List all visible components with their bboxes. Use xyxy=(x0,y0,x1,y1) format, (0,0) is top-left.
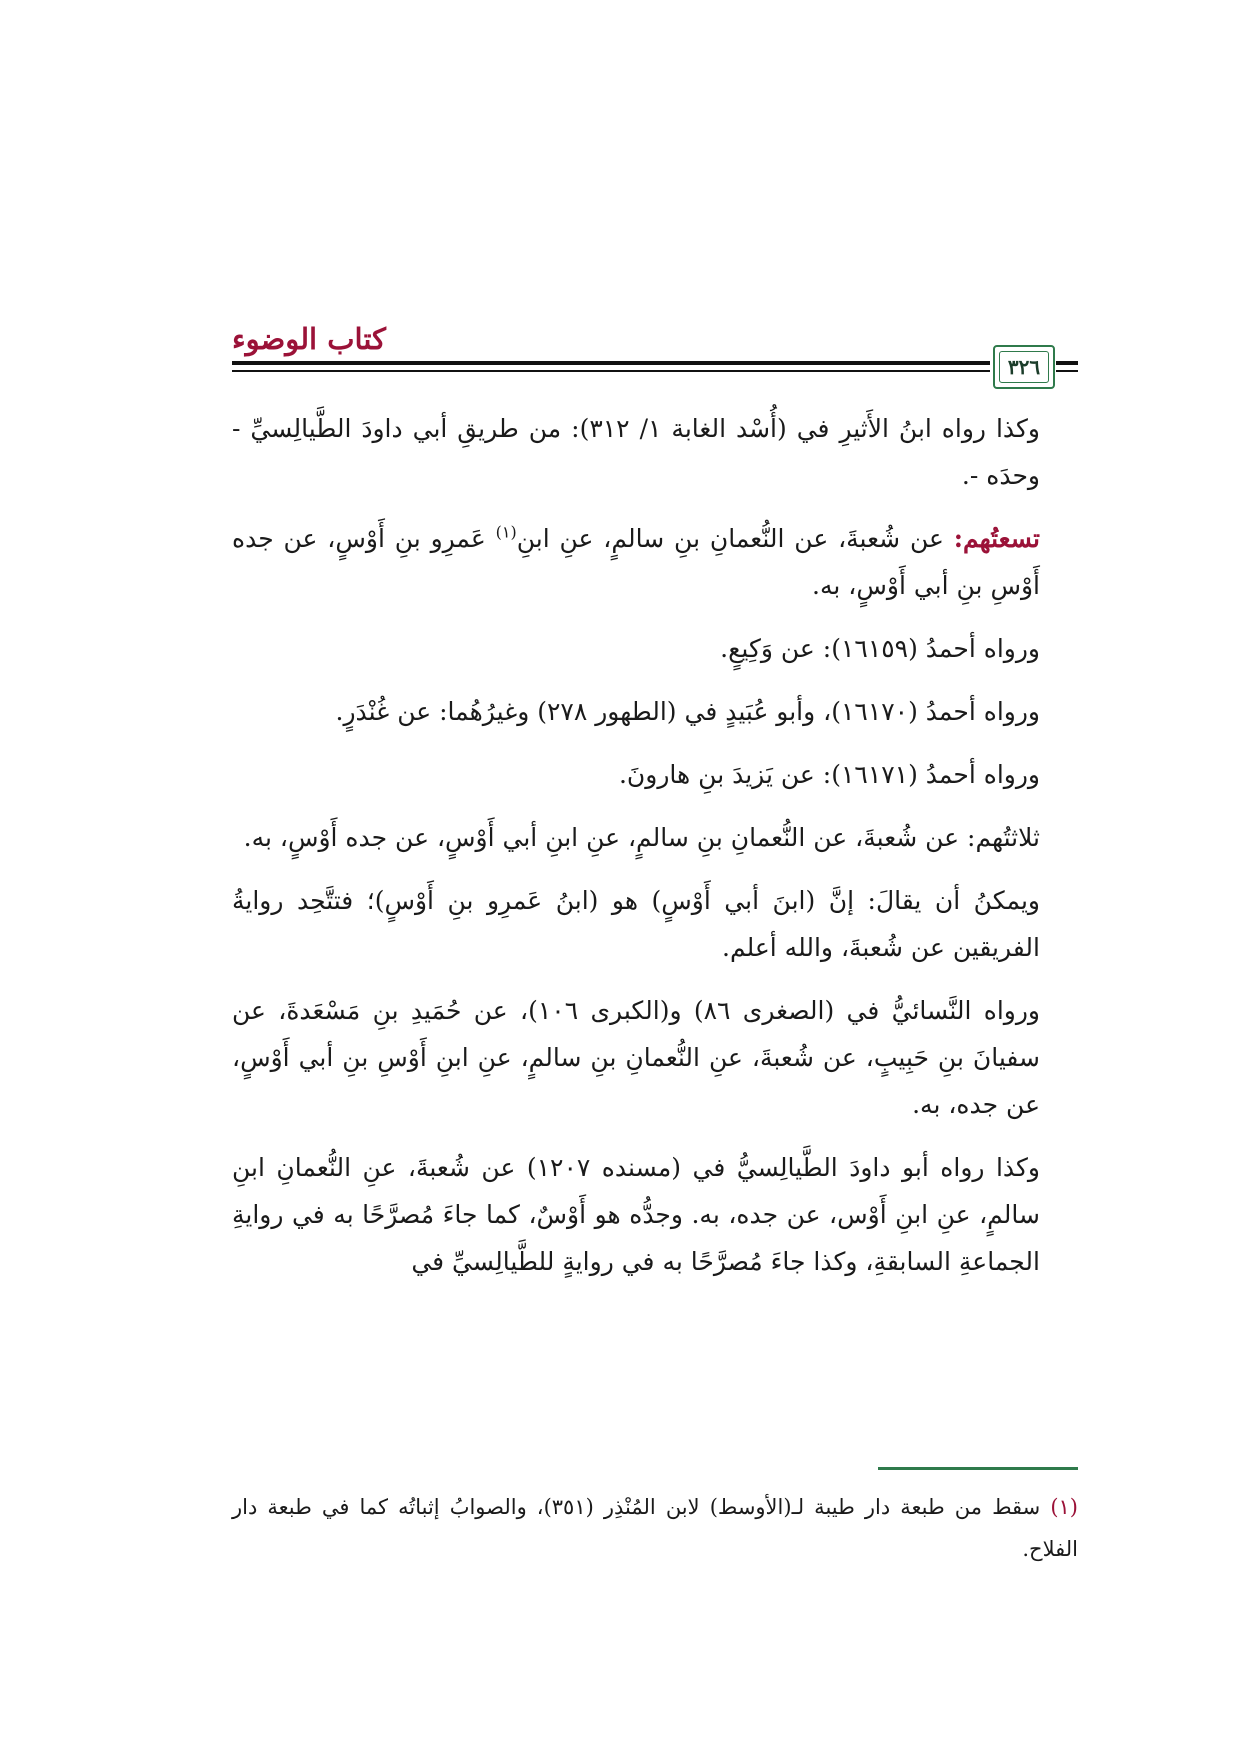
page-number-frame xyxy=(993,345,1055,389)
footnote-number: (١) xyxy=(1050,1495,1078,1519)
paragraph: ورواه أحمدُ (١٦١٧٠)، وأبو عُبَيدٍ في (الطهور ٢٧٨) وغيرُهُما: عن غُنْدَرٍ. xyxy=(335,697,1040,726)
chapter-title: كتاب الوضوء xyxy=(232,322,386,356)
header-rule xyxy=(232,370,990,372)
main-text xyxy=(232,405,1078,1301)
header-rule xyxy=(232,361,990,365)
paragraph: ورواه النَّسائيُّ في (الصغرى ٨٦) و(الكبرى ١٠٦)، عن حُمَيدِ بنِ مَسْعَدةَ، عن سفيانَ بنِ حَبِيبٍ، عن شُعبةَ، عنِ النُّعمانِ بنِ سالمٍ، عنِ ابنِ أَوْسِ بنِ أبي أَوْسٍ، عن جده، به. xyxy=(232,996,1040,1119)
footnote xyxy=(232,1486,1078,1570)
page-number: ٣٢٦ xyxy=(999,351,1049,383)
paragraph: ورواه أحمدُ (١٦١٥٩): عن وَكِيعٍ. xyxy=(720,634,1040,663)
paragraph: ثلاثتُهم: عن شُعبةَ، عن النُّعمانِ بنِ سالمٍ، عنِ ابنِ أبي أَوْسٍ، عن جده أَوْسٍ، به. xyxy=(243,823,1040,852)
header-rule xyxy=(1056,370,1078,372)
paragraph: ورواه أحمدُ (١٦١٧١): عن يَزيدَ بنِ هارونَ. xyxy=(618,760,1040,789)
paragraph: وكذا رواه ابنُ الأَثيرِ في (أُسْد الغابة ١/ ٣١٢): من طريقِ أبي داودَ الطَّيالِسيِّ - وحدَه -. xyxy=(232,414,1040,490)
footnote-text: سقط من طبعة دار طيبة لـ(الأوسط) لابن المُنْذِر (٣٥١)، والصوابُ إثباتُه كما في طبعة دار الفلاح. xyxy=(232,1495,1078,1561)
header-rule xyxy=(1056,361,1078,365)
footnote-reference[interactable]: (١) xyxy=(495,522,517,542)
paragraph-text: عَمرِو بنِ أَوْسٍ، عن جده أَوْسِ بنِ أبي أَوْسٍ، به. xyxy=(232,524,1040,600)
paragraph: ويمكنُ أن يقالَ: إنَّ (ابنَ أبي أَوْسٍ) هو (ابنُ عَمرِو بنِ أَوْسٍ)؛ فتتَّحِد روايةُ الفريقين عن شُعبةَ، والله أعلم. xyxy=(232,886,1040,962)
paragraph-text: عن شُعبةَ، عن النُّعمانِ بنِ سالمٍ، عنِ ابنِ xyxy=(516,524,954,553)
paragraph xyxy=(232,515,1078,609)
footnote-separator xyxy=(878,1467,1078,1470)
highlighted-label: تسعتُهم: xyxy=(953,524,1041,553)
paragraph: وكذا رواه أبو داودَ الطَّيالِسيُّ في (مسنده ١٢٠٧) عن شُعبةَ، عنِ النُّعمانِ ابنِ سالمٍ، عنِ ابنِ أَوْس، عن جده، به. وجدُّه هو أَوْسٌ، كما جاءَ مُصرَّحًا به في روايةِ الجماعةِ السابقةِ، وكذا جاءَ مُصرَّحًا به في روايةٍ للطَّيالِسيِّ في xyxy=(232,1153,1040,1276)
